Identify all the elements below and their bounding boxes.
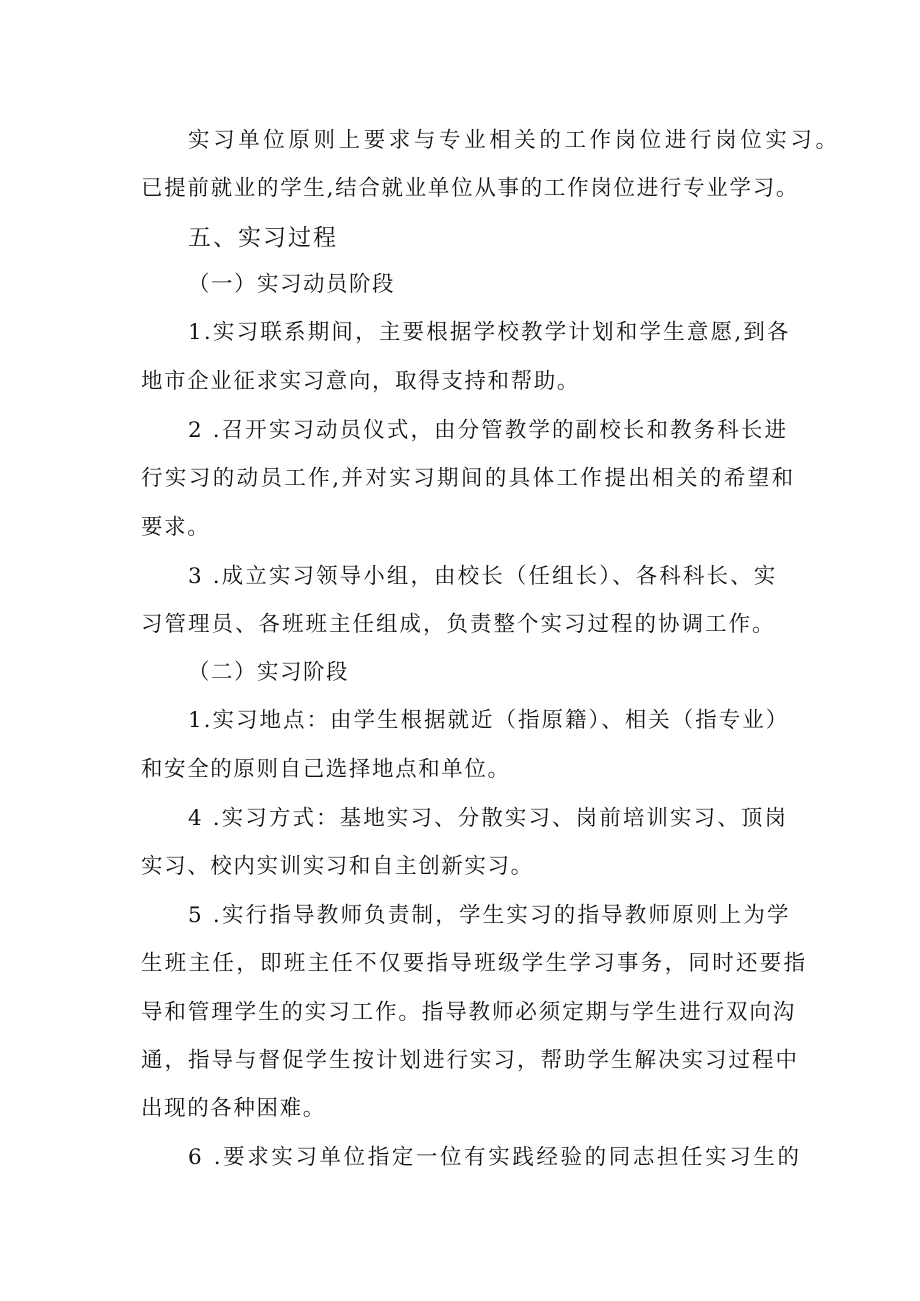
item-1-line-2: 地市企业征求实习意向，取得支持和帮助。 (141, 369, 580, 394)
item-2-line-1: 2 .召开实习动员仪式，由分管教学的副校长和教务科长进 (188, 418, 789, 443)
item-3-line-1: 3 .成立实习领导小组，由校长（任组长）、各科科长、实 (188, 564, 778, 589)
para-internship-position-line-2: 已提前就业的学生,结合就业单位从事的工作岗位进行专业学习。 (141, 176, 800, 201)
item-2-line-2: 行实习的动员工作,并对实习期间的具体工作提出相关的希望和 (141, 466, 796, 491)
item-1-line-1: 1.实习联系期间，主要根据学校教学计划和学生意愿,到各 (188, 320, 791, 345)
item-5-line-3: 导和管理学生的实习工作。指导教师必须定期与学生进行双向沟 (141, 1000, 797, 1025)
item-5-line-5: 出现的各种困难。 (141, 1096, 326, 1121)
subsection-internship-stage: （二）实习阶段 (188, 660, 350, 685)
item-5-line-2: 生班主任，即班主任不仅要指导班级学生学习事务，同时还要指 (141, 951, 808, 976)
subsection-mobilization-stage: （一）实习动员阶段 (188, 272, 396, 297)
item-location-line-2: 和安全的原则自己选择地点和单位。 (141, 757, 511, 782)
item-4-line-1: 4 .实习方式：基地实习、分散实习、岗前培训实习、顶岗 (188, 806, 789, 831)
item-2-line-3: 要求。 (141, 515, 211, 540)
item-5-line-1: 5 .实行指导教师负责制，学生实习的指导教师原则上为学 (188, 903, 791, 928)
item-4-line-2: 实习、校内实训实习和自主创新实习。 (141, 854, 534, 879)
para-internship-position-line-1: 实习单位原则上要求与专业相关的工作岗位进行岗位实习。 (188, 128, 841, 153)
item-location-line-1: 1.实习地点：由学生根据就近（指原籍）、相关（指专业） (188, 708, 790, 733)
item-6-line-1: 6 .要求实习单位指定一位有实践经验的同志担任实习生的 (188, 1145, 802, 1170)
section-heading-internship-process: 五、实习过程 (188, 225, 338, 251)
item-3-line-2: 习管理员、各班班主任组成，负责整个实习过程的协调工作。 (141, 612, 776, 637)
item-5-line-4: 通，指导与督促学生按计划进行实习，帮助学生解决实习过程中 (141, 1048, 800, 1073)
